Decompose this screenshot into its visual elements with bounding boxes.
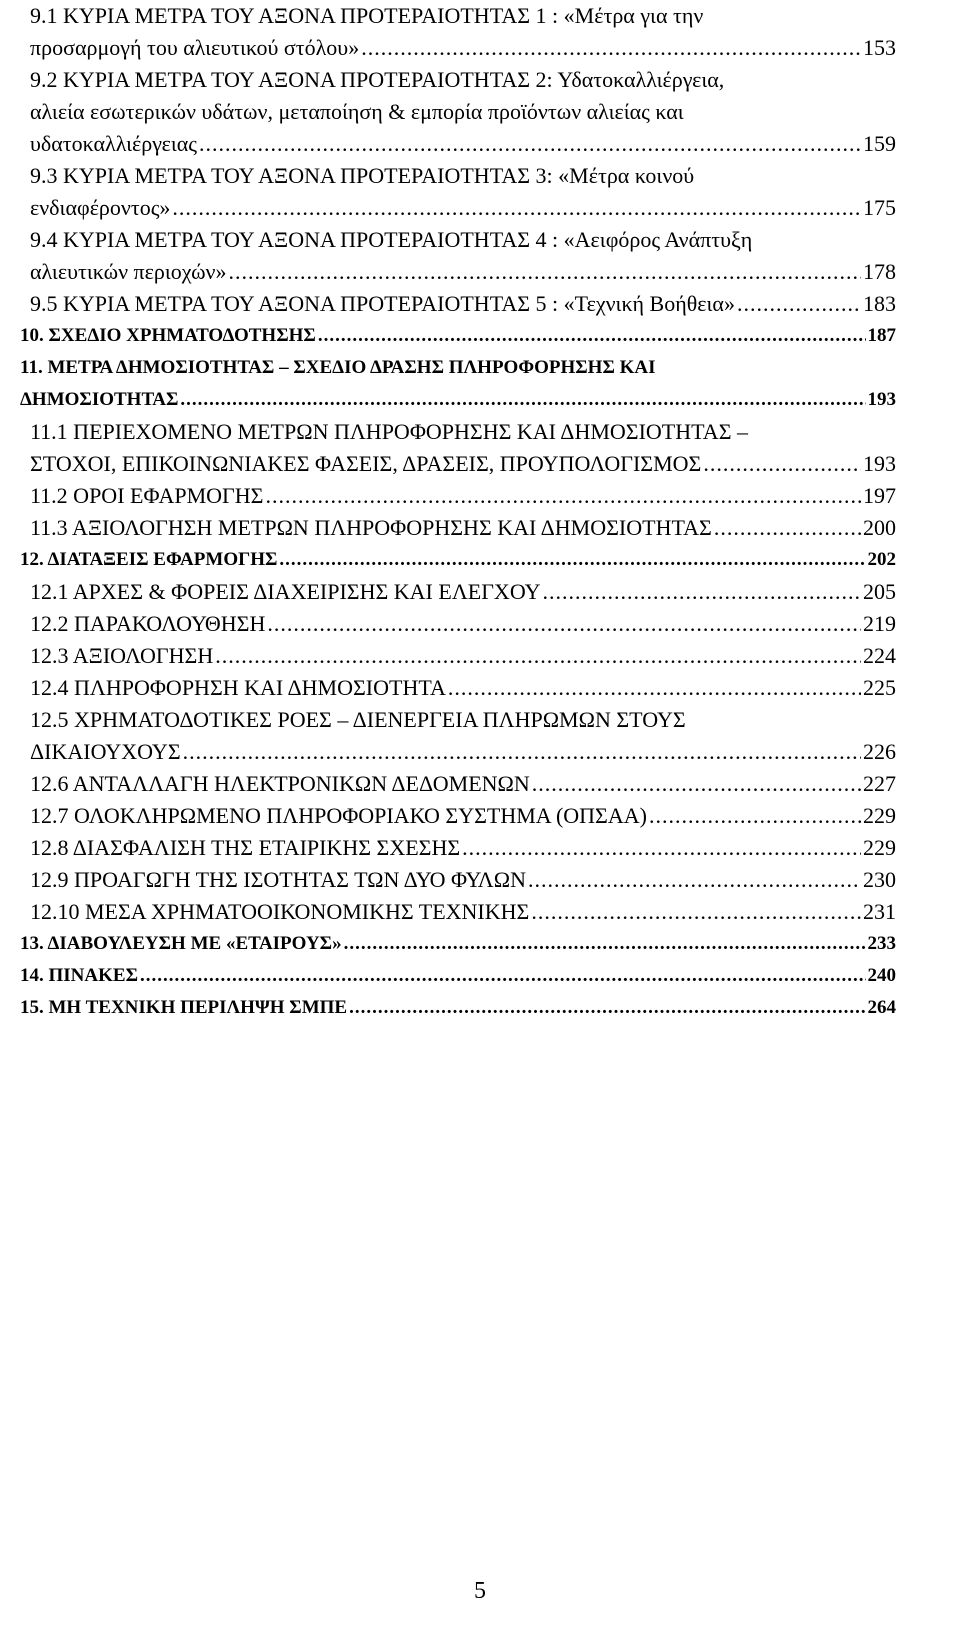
toc-entry-leader-line bbox=[30, 736, 896, 768]
toc-section-entry[interactable] bbox=[20, 0, 896, 64]
toc-section-entry[interactable] bbox=[20, 608, 896, 640]
toc-entry-title-line: 12.5 ΧΡΗΜΑΤΟΔΟΤΙΚΕΣ ΡΟΕΣ – ΔΙΕΝΕΡΓΕΙΑ ΠΛΗΡΩΜΩΝ ΣΤΟΥΣ bbox=[30, 707, 686, 732]
dot-leader bbox=[172, 192, 861, 224]
toc-page-number: 226 bbox=[863, 739, 896, 764]
toc-entry-title-line: 9.3 ΚΥΡΙΑ ΜΕΤΡΑ ΤΟΥ ΑΞΟΝΑ ΠΡΟΤΕΡΑΙΟΤΗΤΑΣ 3: «Μέτρα κοινού bbox=[30, 163, 695, 188]
page-number: 5 bbox=[474, 1578, 486, 1604]
toc-chapter-entry[interactable] bbox=[20, 320, 896, 352]
toc-entry-leader-line bbox=[30, 448, 896, 480]
dot-leader bbox=[531, 896, 861, 928]
toc-entry-title: 12.6 ΑΝΤΑΛΛΑΓΗ ΗΛΕΚΤΡΟΝΙΚΩΝ ΔΕΔΟΜΕΝΩΝ bbox=[30, 771, 530, 796]
toc-entry-leader-line bbox=[30, 896, 896, 928]
dot-leader bbox=[532, 768, 861, 800]
toc-page-number: 178 bbox=[863, 259, 896, 284]
toc-entry-leader-line bbox=[30, 256, 896, 288]
toc-entry-title: 12.1 ΑΡΧΕΣ & ΦΟΡΕΙΣ ΔΙΑΧΕΙΡΙΣΗΣ ΚΑΙ ΕΛΕΓΧΟΥ bbox=[30, 579, 541, 604]
toc-page-number: 229 bbox=[863, 803, 896, 828]
toc-entry-leader-line bbox=[30, 32, 896, 64]
toc-chapter-entry[interactable] bbox=[20, 960, 896, 992]
toc-page-number: 225 bbox=[863, 675, 896, 700]
toc-entry-title: ΣΤΟΧΟΙ, ΕΠΙΚΟΙΝΩΝΙΑΚΕΣ ΦΑΣΕΙΣ, ΔΡΑΣΕΙΣ, ΠΡΟΥΠΟΛΟΓΙΣΜΟΣ bbox=[30, 451, 702, 476]
dot-leader bbox=[267, 608, 861, 640]
toc-page-number: 159 bbox=[863, 131, 896, 156]
toc-chapter-entry[interactable] bbox=[20, 992, 896, 1024]
toc-entry-title: 12.2 ΠΑΡΑΚΟΛΟΥΘΗΣΗ bbox=[30, 611, 266, 636]
toc-entry-title: ΔΗΜΟΣΙΟΤΗΤΑΣ bbox=[20, 389, 179, 410]
toc-section-entry[interactable] bbox=[20, 160, 896, 224]
dot-leader bbox=[180, 384, 865, 416]
toc-entry-title: 12.3 ΑΞΙΟΛΟΓΗΣΗ bbox=[30, 643, 214, 668]
toc-section-entry[interactable] bbox=[20, 864, 896, 896]
toc-page-number: 231 bbox=[863, 899, 896, 924]
toc-chapter-entry[interactable] bbox=[20, 928, 896, 960]
toc-entry-leader-line bbox=[30, 576, 896, 608]
toc-entry-leader-line bbox=[30, 800, 896, 832]
toc-entry-title: 12.4 ΠΛΗΡΟΦΟΡΗΣΗ ΚΑΙ ΔΗΜΟΣΙΟΤΗΤΑ bbox=[30, 675, 446, 700]
toc-section-entry[interactable] bbox=[20, 800, 896, 832]
toc-entry-leader-line bbox=[30, 768, 896, 800]
toc-entry-title-line: αλιεία εσωτερικών υδάτων, μεταποίηση & εμπορία προϊόντων αλιείας και bbox=[30, 99, 684, 124]
dot-leader bbox=[361, 32, 861, 64]
toc-entry-leader-line bbox=[30, 128, 896, 160]
toc-entry-leader-line bbox=[30, 672, 896, 704]
dot-leader bbox=[265, 480, 861, 512]
dot-leader bbox=[229, 256, 861, 288]
toc-entry-title: 15. ΜΗ ΤΕΧΝΙΚΗ ΠΕΡΙΛΗΨΗ ΣΜΠΕ bbox=[20, 997, 348, 1018]
toc-section-entry[interactable] bbox=[20, 576, 896, 608]
toc-entry-title: αλιευτικών περιοχών» bbox=[30, 259, 227, 284]
toc-page-number: 264 bbox=[867, 997, 896, 1018]
toc-entry-title: 13. ΔΙΑΒΟΥΛΕΥΣΗ ΜΕ «ΕΤΑΙΡΟΥΣ» bbox=[20, 933, 342, 954]
toc-page-number: 240 bbox=[867, 965, 896, 986]
toc-page-number: 219 bbox=[863, 611, 896, 636]
toc-entry-leader-line bbox=[20, 384, 896, 416]
toc-section-entry[interactable] bbox=[20, 224, 896, 288]
dot-leader bbox=[528, 864, 861, 896]
toc-section-entry[interactable] bbox=[20, 768, 896, 800]
toc-entry-title: 9.5 ΚΥΡΙΑ ΜΕΤΡΑ ΤΟΥ ΑΞΟΝΑ ΠΡΟΤΕΡΑΙΟΤΗΤΑΣ 5 : «Τεχνική Βοήθεια» bbox=[30, 291, 735, 316]
toc-page-number: 175 bbox=[863, 195, 896, 220]
toc-page-number: 205 bbox=[863, 579, 896, 604]
toc-page-number: 202 bbox=[867, 549, 896, 570]
toc-entry-title: 11.3 ΑΞΙΟΛΟΓΗΣΗ ΜΕΤΡΩΝ ΠΛΗΡΟΦΟΡΗΣΗΣ ΚΑΙ ΔΗΜΟΣΙΟΤΗΤΑΣ bbox=[30, 515, 712, 540]
toc-entry-leader-line bbox=[30, 640, 896, 672]
dot-leader bbox=[462, 832, 861, 864]
toc-page-number: 183 bbox=[863, 291, 896, 316]
toc-entry-title: υδατοκαλλιέργειας bbox=[30, 131, 197, 156]
toc-entry-title: 11.2 ΟΡΟΙ ΕΦΑΡΜΟΓΗΣ bbox=[30, 483, 264, 508]
toc-entry-title: 12.9 ΠΡΟΑΓΩΓΗ ΤΗΣ ΙΣΟΤΗΤΑΣ ΤΩΝ ΔΥΟ ΦΥΛΩΝ bbox=[30, 867, 526, 892]
toc-entry-title: 12.10 ΜΕΣΑ ΧΡΗΜΑΤΟΟΙΚΟΝΟΜΙΚΗΣ ΤΕΧΝΙΚΗΣ bbox=[30, 899, 530, 924]
toc-page-number: 153 bbox=[863, 35, 896, 60]
dot-leader bbox=[349, 992, 865, 1024]
toc-entry-title: 10. ΣΧΕΔΙΟ ΧΡΗΜΑΤΟΔΟΤΗΣΗΣ bbox=[20, 325, 316, 346]
toc-entry-leader-line bbox=[20, 928, 896, 960]
toc-entry-title-line: 9.1 ΚΥΡΙΑ ΜΕΤΡΑ ΤΟΥ ΑΞΟΝΑ ΠΡΟΤΕΡΑΙΟΤΗΤΑΣ 1 : «Μέτρα για την bbox=[30, 3, 704, 28]
toc-section-entry[interactable] bbox=[20, 512, 896, 544]
toc-page-number: 193 bbox=[863, 451, 896, 476]
toc-chapter-entry[interactable] bbox=[20, 352, 896, 416]
dot-leader bbox=[318, 320, 866, 352]
toc-entry-leader-line bbox=[30, 864, 896, 896]
dot-leader bbox=[183, 736, 861, 768]
toc-entry-title-line: 11.1 ΠΕΡΙΕΧΟΜΕΝΟ ΜΕΤΡΩΝ ΠΛΗΡΟΦΟΡΗΣΗΣ ΚΑΙ ΔΗΜΟΣΙΟΤΗΤΑΣ – bbox=[30, 419, 748, 444]
toc-entry-leader-line bbox=[20, 544, 896, 576]
toc-page-number: 193 bbox=[867, 389, 896, 410]
toc-section-entry[interactable] bbox=[20, 704, 896, 768]
toc-page-number: 197 bbox=[863, 483, 896, 508]
toc-entry-title: 12. ΔΙΑΤΑΞΕΙΣ ΕΦΑΡΜΟΓΗΣ bbox=[20, 549, 278, 570]
dot-leader bbox=[215, 640, 861, 672]
dot-leader bbox=[344, 928, 866, 960]
toc-entry-leader-line bbox=[30, 288, 896, 320]
dot-leader bbox=[448, 672, 861, 704]
dot-leader bbox=[703, 448, 861, 480]
toc-entry-title: προσαρμογή του αλιευτικού στόλου» bbox=[30, 35, 360, 60]
toc-entry-leader-line bbox=[20, 320, 896, 352]
toc-section-entry[interactable] bbox=[20, 288, 896, 320]
dot-leader bbox=[279, 544, 865, 576]
toc-page-number: 227 bbox=[863, 771, 896, 796]
toc-entry-leader-line bbox=[30, 192, 896, 224]
toc-entry-title: ενδιαφέροντος» bbox=[30, 195, 171, 220]
toc-entry-leader-line bbox=[30, 512, 896, 544]
dot-leader bbox=[140, 960, 866, 992]
dot-leader bbox=[714, 512, 861, 544]
toc-entry-title-line: 11. ΜΕΤΡΑ ΔΗΜΟΣΙΟΤΗΤΑΣ – ΣΧΕΔΙΟ ΔΡΑΣΗΣ ΠΛΗΡΟΦΟΡΗΣΗΣ ΚΑΙ bbox=[20, 357, 656, 378]
toc-entry-leader-line bbox=[30, 480, 896, 512]
toc-page-number: 200 bbox=[863, 515, 896, 540]
toc-section-entry[interactable] bbox=[20, 480, 896, 512]
toc-section-entry[interactable] bbox=[20, 832, 896, 864]
toc-entry-title: ΔΙΚΑΙΟΥΧΟΥΣ bbox=[30, 739, 181, 764]
toc-section-entry[interactable] bbox=[20, 640, 896, 672]
toc-entry-leader-line bbox=[30, 608, 896, 640]
toc-entry-title-line: 9.2 ΚΥΡΙΑ ΜΕΤΡΑ ΤΟΥ ΑΞΟΝΑ ΠΡΟΤΕΡΑΙΟΤΗΤΑΣ 2: Υδατοκαλλιέργεια, bbox=[30, 67, 725, 92]
toc-section-entry[interactable] bbox=[20, 64, 896, 160]
toc-page-number: 229 bbox=[863, 835, 896, 860]
toc-entry-leader-line bbox=[30, 832, 896, 864]
toc-section-entry[interactable] bbox=[20, 896, 896, 928]
dot-leader bbox=[199, 128, 861, 160]
toc-chapter-entry[interactable] bbox=[20, 544, 896, 576]
toc-page-number: 230 bbox=[863, 867, 896, 892]
dot-leader bbox=[543, 576, 861, 608]
toc-page-number: 224 bbox=[863, 643, 896, 668]
toc-entry-title: 12.7 ΟΛΟΚΛΗΡΩΜΕΝΟ ΠΛΗΡΟΦΟΡΙΑΚΟ ΣΥΣΤΗΜΑ (ΟΠΣΑΑ) bbox=[30, 803, 647, 828]
toc-entry-title-line: 9.4 ΚΥΡΙΑ ΜΕΤΡΑ ΤΟΥ ΑΞΟΝΑ ΠΡΟΤΕΡΑΙΟΤΗΤΑΣ 4 : «Αειφόρος Ανάπτυξη bbox=[30, 227, 753, 252]
toc-entry-title: 12.8 ΔΙΑΣΦΑΛΙΣΗ ΤΗΣ ΕΤΑΙΡΙΚΗΣ ΣΧΕΣΗΣ bbox=[30, 835, 461, 860]
toc-section-entry[interactable] bbox=[20, 672, 896, 704]
toc-entry-leader-line bbox=[20, 960, 896, 992]
toc-entry-leader-line bbox=[20, 992, 896, 1024]
toc-section-entry[interactable] bbox=[20, 416, 896, 480]
toc-page-number: 233 bbox=[867, 933, 896, 954]
dot-leader bbox=[737, 288, 861, 320]
toc-entry-title: 14. ΠΙΝΑΚΕΣ bbox=[20, 965, 138, 986]
dot-leader bbox=[649, 800, 861, 832]
table-of-contents bbox=[20, 0, 896, 1024]
toc-page-number: 187 bbox=[867, 325, 896, 346]
